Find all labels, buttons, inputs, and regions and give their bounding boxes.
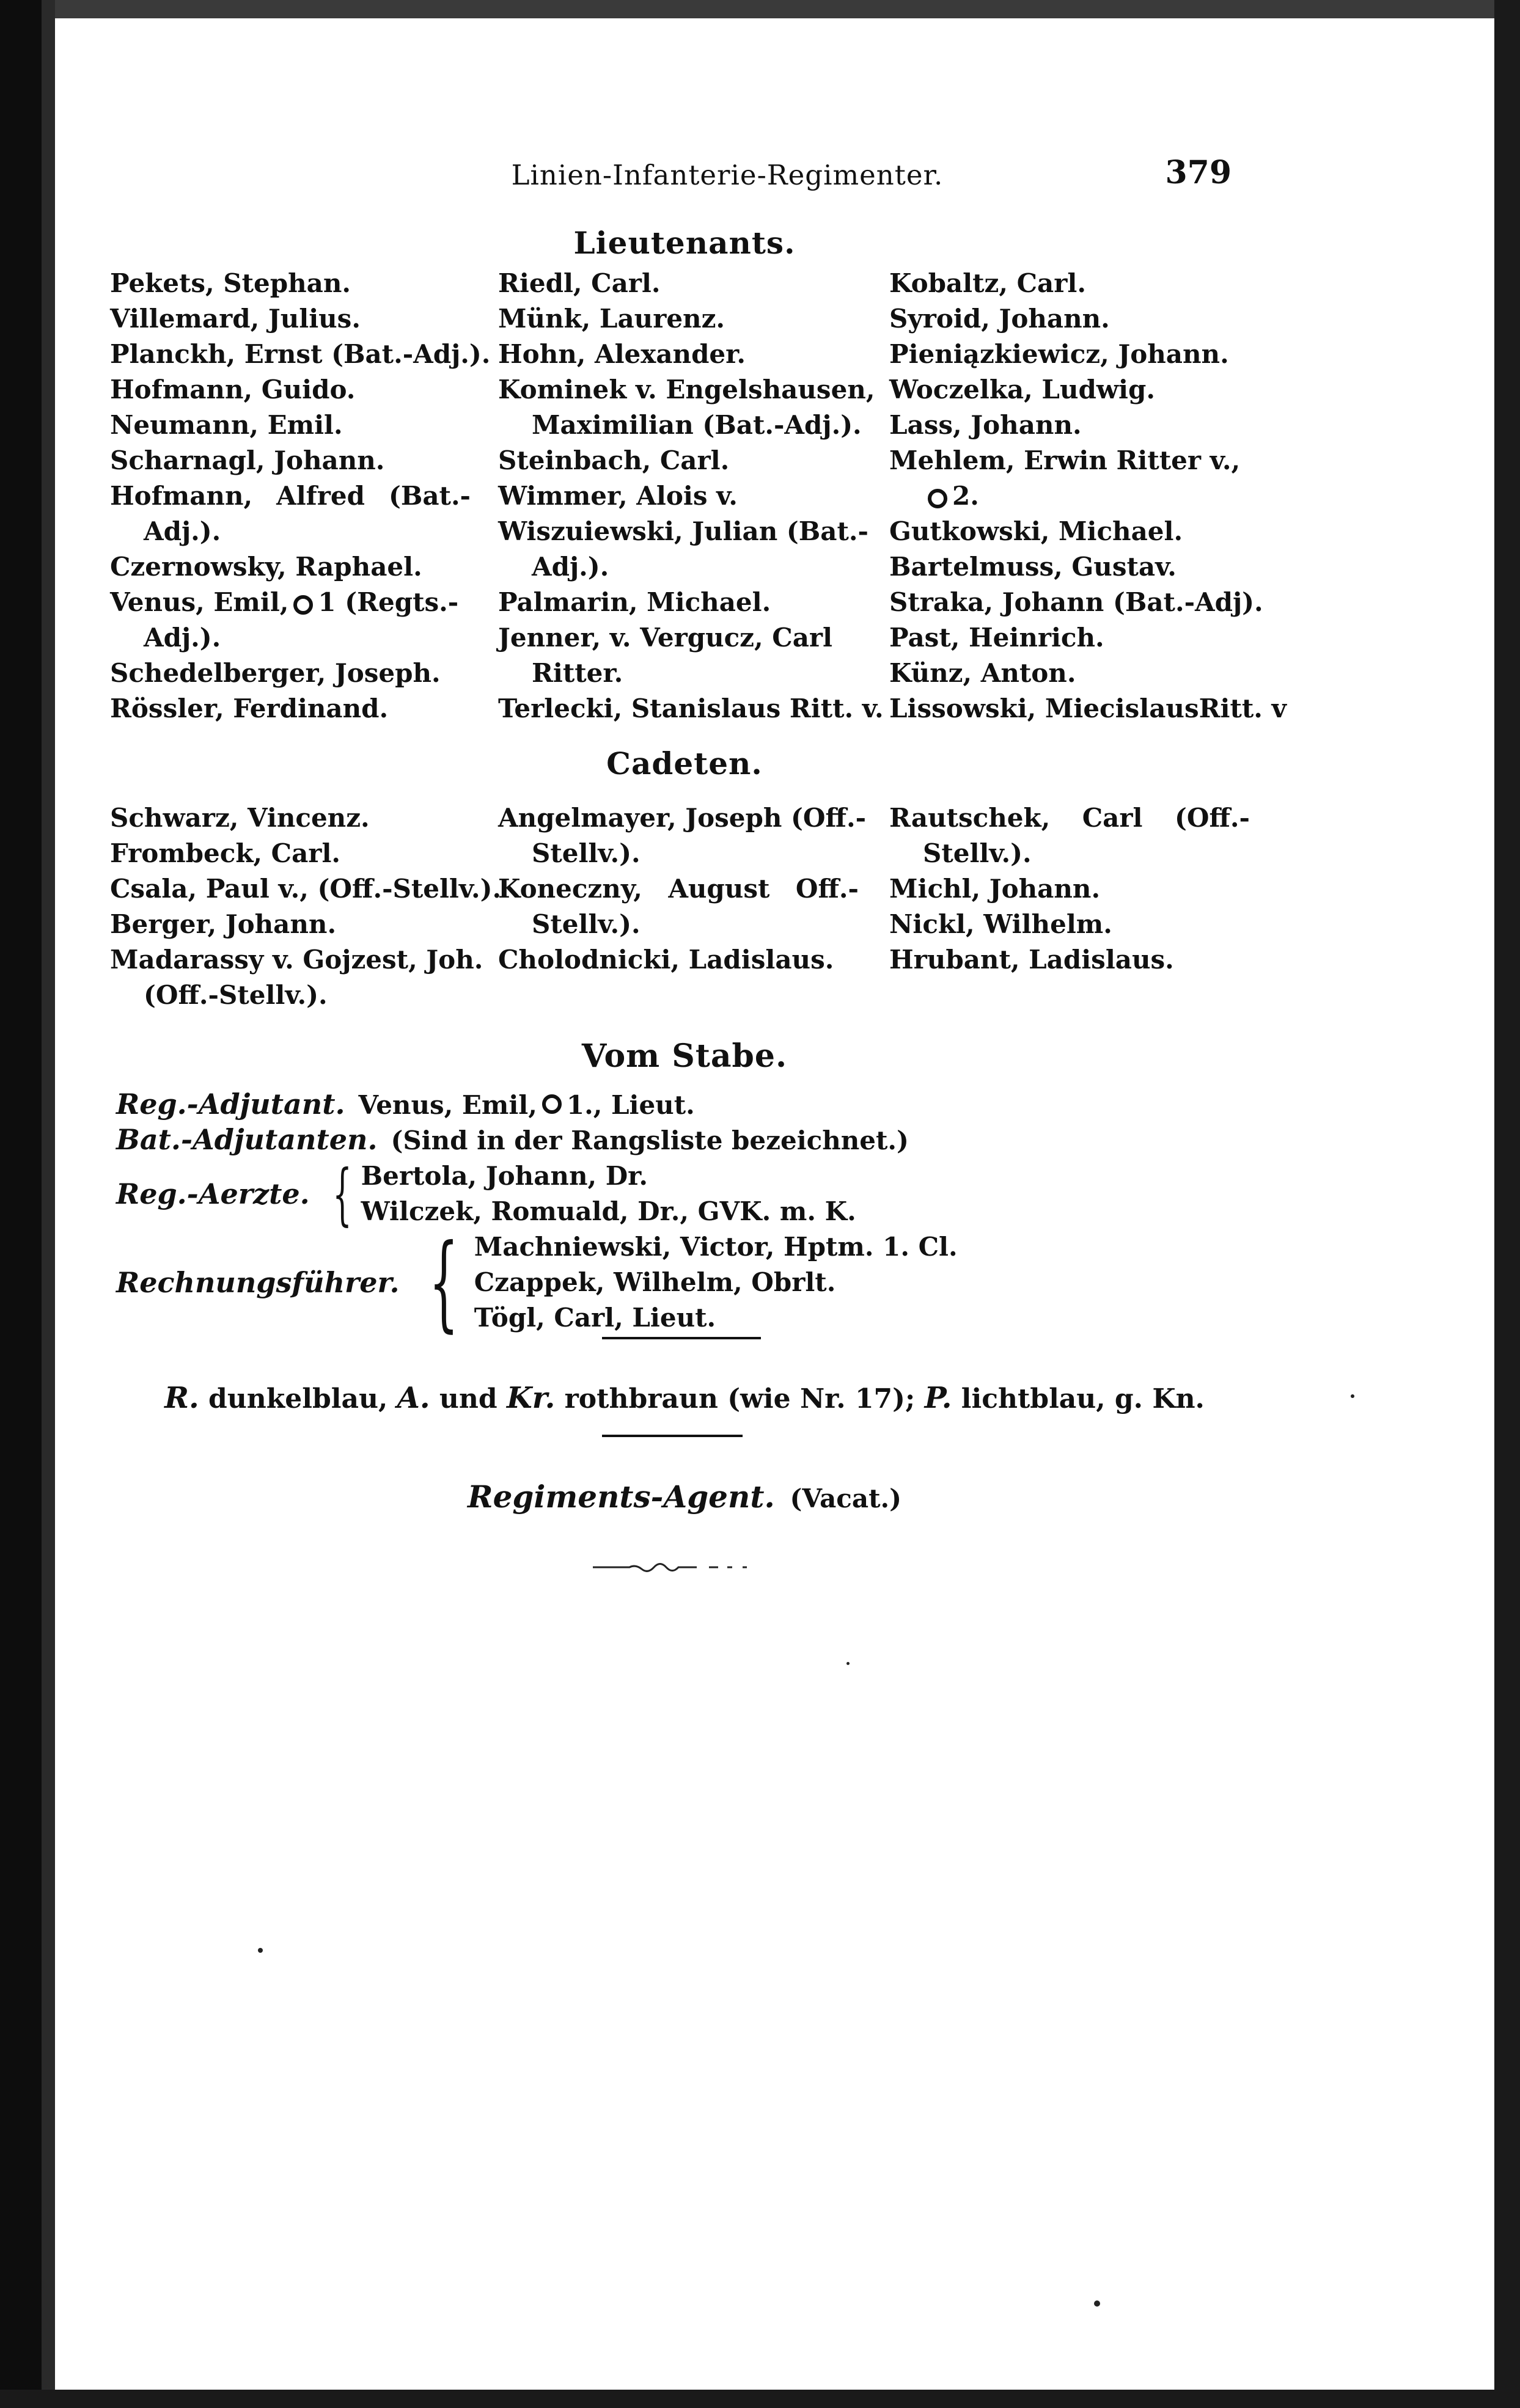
bat-adjutanten-value: (Sind in der Rangsliste bezeichnet.) bbox=[391, 1125, 909, 1155]
list-item: Schedelberger, Joseph. bbox=[110, 658, 441, 688]
list-item-continuation: Adj.). bbox=[144, 516, 221, 546]
order-circle-icon bbox=[542, 1094, 562, 1114]
list-item-part: Alfred bbox=[276, 481, 365, 511]
end-flourish-icon bbox=[593, 1558, 776, 1576]
list-item-part: Hofmann, bbox=[110, 481, 253, 511]
list-item: Berger, Johann. bbox=[110, 909, 337, 939]
list-item bbox=[889, 800, 1250, 836]
bat-adjutanten-label: Bat.-Adjutanten. bbox=[116, 1123, 378, 1156]
list-item: Terlecki, Stanislaus Ritt. v. bbox=[498, 693, 884, 723]
order-circle-icon bbox=[928, 489, 947, 508]
list-item: Madarassy v. Gojzest, Joh. bbox=[110, 945, 483, 975]
uniform-colors-line bbox=[104, 1381, 1265, 1415]
list-item-part: (Off.- bbox=[1174, 803, 1250, 833]
list-item-continuation: Adj.). bbox=[144, 623, 221, 653]
order-circle-icon bbox=[293, 595, 313, 615]
colors-p-value: lichtblau, g. Kn. bbox=[961, 1383, 1205, 1414]
list-item: Pieniązkiewicz, Johann. bbox=[889, 339, 1229, 369]
reg-adjutant-row bbox=[116, 1088, 1033, 1123]
list-item-part: Venus, Emil, bbox=[110, 587, 289, 617]
cadets-column-1 bbox=[110, 800, 502, 1013]
list-item: Angelmayer, Joseph (Off.- bbox=[498, 803, 867, 833]
colors-p-label: P. bbox=[924, 1381, 952, 1415]
list-item-part: 1 (Regts.- bbox=[318, 587, 459, 617]
list-item: Kobaltz, Carl. bbox=[889, 268, 1086, 298]
divider bbox=[602, 1435, 743, 1437]
running-head bbox=[104, 154, 1265, 208]
list-item: Villemard, Julius. bbox=[110, 304, 361, 334]
list-item: Steinbach, Carl. bbox=[498, 445, 730, 475]
cadets-column-3 bbox=[889, 800, 1268, 978]
list-item-continuation: Maximilian (Bat.-Adj.). bbox=[532, 410, 862, 440]
brace-icon: { bbox=[428, 1222, 458, 1343]
list-item-continuation: Ritter. bbox=[532, 658, 623, 688]
regiments-agent-line bbox=[104, 1479, 1265, 1515]
list-item: Hohn, Alexander. bbox=[498, 339, 746, 369]
list-item: Palmarin, Michael. bbox=[498, 587, 771, 617]
list-item: Wilczek, Romuald, Dr., GVK. m. K. bbox=[361, 1196, 856, 1226]
colors-kr-label: Kr. bbox=[506, 1381, 556, 1415]
scan-speck bbox=[846, 1662, 850, 1665]
list-item: Riedl, Carl. bbox=[498, 268, 661, 298]
list-item: Syroid, Johann. bbox=[889, 304, 1110, 334]
brace-icon: { bbox=[332, 1155, 352, 1233]
regiments-agent-value: (Vacat.) bbox=[790, 1484, 901, 1513]
reg-adjutant-name: Venus, Emil, bbox=[358, 1090, 537, 1120]
list-item: Past, Heinrich. bbox=[889, 623, 1104, 653]
reg-adjutant-label: Reg.-Adjutant. bbox=[116, 1088, 345, 1121]
lieutenants-column-2 bbox=[498, 266, 884, 726]
list-item-part: Off.- bbox=[795, 874, 859, 904]
list-item: Pekets, Stephan. bbox=[110, 268, 351, 298]
list-item: Wiszuiewski, Julian (Bat.- bbox=[498, 516, 868, 546]
list-item: Schwarz, Vincenz. bbox=[110, 803, 370, 833]
list-item-part: Carl bbox=[1082, 803, 1143, 833]
rechnungsfuehrer-list bbox=[474, 1229, 958, 1336]
list-item: Gutkowski, Michael. bbox=[889, 516, 1183, 546]
list-item: Jenner, v. Vergucz, Carl bbox=[498, 623, 833, 653]
list-item: Nickl, Wilhelm. bbox=[889, 909, 1112, 939]
staff-section bbox=[116, 1088, 1033, 1343]
list-item: Bartelmuss, Gustav. bbox=[889, 552, 1177, 582]
list-item: Machniewski, Victor, Hptm. 1. Cl. bbox=[474, 1232, 958, 1262]
list-item-part: 2. bbox=[952, 481, 979, 511]
list-item: Bertola, Johann, Dr. bbox=[361, 1161, 648, 1191]
reg-aerzte-label: Reg.-Aerzte. bbox=[116, 1177, 310, 1210]
list-item: Michl, Johann. bbox=[889, 874, 1101, 904]
scan-speck bbox=[1351, 1394, 1354, 1398]
list-item: Lass, Johann. bbox=[889, 410, 1082, 440]
page-number: 379 bbox=[1165, 154, 1232, 191]
list-item: Neumann, Emil. bbox=[110, 410, 343, 440]
colors-a-label: A. bbox=[397, 1381, 430, 1415]
lieutenants-column-1 bbox=[110, 266, 489, 726]
cadets-column-2 bbox=[498, 800, 877, 978]
colors-r-label: R. bbox=[164, 1381, 199, 1415]
list-item: Planckh, Ernst (Bat.-Adj.). bbox=[110, 339, 491, 369]
list-item: Rössler, Ferdinand. bbox=[110, 693, 389, 723]
list-item: Csala, Paul v., (Off.-Stellv.). bbox=[110, 874, 502, 904]
list-item-part: (Bat.- bbox=[388, 481, 471, 511]
reg-adjutant-rank: 1., Lieut. bbox=[566, 1090, 695, 1120]
list-item bbox=[498, 871, 859, 907]
list-item: Künz, Anton. bbox=[889, 658, 1076, 688]
list-item: Cholodnicki, Ladislaus. bbox=[498, 945, 834, 975]
list-item: Wimmer, Alois v. bbox=[498, 481, 738, 511]
list-item: Scharnagl, Johann. bbox=[110, 445, 385, 475]
list-item: Kominek v. Engelshausen, bbox=[498, 375, 875, 404]
rechnungsfuehrer-group bbox=[116, 1222, 1033, 1343]
colors-und: und bbox=[439, 1383, 497, 1414]
colors-kr-value: rothbraun (wie Nr. 17); bbox=[564, 1383, 916, 1414]
list-item: Czernowsky, Raphael. bbox=[110, 552, 422, 582]
lieutenants-column-3 bbox=[889, 266, 1287, 726]
scan-border-top bbox=[55, 0, 1520, 18]
list-item-continuation: Stellv.). bbox=[923, 838, 1032, 868]
running-title: Linien-Infanterie-Regimenter. bbox=[511, 159, 944, 191]
scan-border-right bbox=[1494, 0, 1520, 2408]
list-item-continuation bbox=[889, 478, 1268, 514]
list-item-part: August bbox=[668, 874, 770, 904]
list-item bbox=[110, 478, 471, 514]
list-item-continuation: Stellv.). bbox=[532, 838, 641, 868]
list-item: Mehlem, Erwin Ritter v., bbox=[889, 445, 1241, 475]
bat-adjutanten-row bbox=[116, 1123, 1033, 1158]
scan-speck bbox=[258, 1948, 263, 1953]
list-item-continuation: (Off.-Stellv.). bbox=[144, 980, 328, 1010]
colors-r-value: dunkelblau, bbox=[208, 1383, 388, 1414]
reg-aerzte-list bbox=[361, 1158, 856, 1229]
list-item-continuation: Stellv.). bbox=[532, 909, 641, 939]
list-item: Münk, Laurenz. bbox=[498, 304, 725, 334]
section-title-staff: Vom Stabe. bbox=[581, 1037, 788, 1075]
list-item: Woczelka, Ludwig. bbox=[889, 375, 1155, 404]
scan-border-bottom bbox=[0, 2390, 1520, 2408]
list-item: Frombeck, Carl. bbox=[110, 838, 341, 868]
section-title-lieutenants: Lieutenants. bbox=[573, 225, 796, 261]
rechnungsfuehrer-label: Rechnungsführer. bbox=[116, 1266, 400, 1299]
scan-speck bbox=[1094, 2300, 1100, 2307]
list-item-part: Koneczny, bbox=[498, 874, 642, 904]
divider bbox=[602, 1337, 761, 1339]
list-item: Hofmann, Guido. bbox=[110, 375, 356, 404]
list-item: Straka, Johann (Bat.-Adj). bbox=[889, 587, 1263, 617]
reg-aerzte-group bbox=[116, 1155, 1033, 1233]
list-item-continuation: Adj.). bbox=[532, 552, 609, 582]
section-title-cadets: Cadeten. bbox=[606, 745, 763, 781]
list-item bbox=[110, 585, 489, 620]
list-item: Czappek, Wilhelm, Obrlt. bbox=[474, 1267, 836, 1297]
list-item: Tögl, Carl, Lieut. bbox=[474, 1303, 716, 1333]
list-item-part: Rautschek, bbox=[889, 803, 1051, 833]
list-item: Lissowski, MiecislausRitt. v bbox=[889, 693, 1287, 723]
scan-border-left bbox=[0, 0, 55, 2408]
regiments-agent-label: Regiments-Agent. bbox=[468, 1479, 775, 1515]
list-item: Hrubant, Ladislaus. bbox=[889, 945, 1174, 975]
